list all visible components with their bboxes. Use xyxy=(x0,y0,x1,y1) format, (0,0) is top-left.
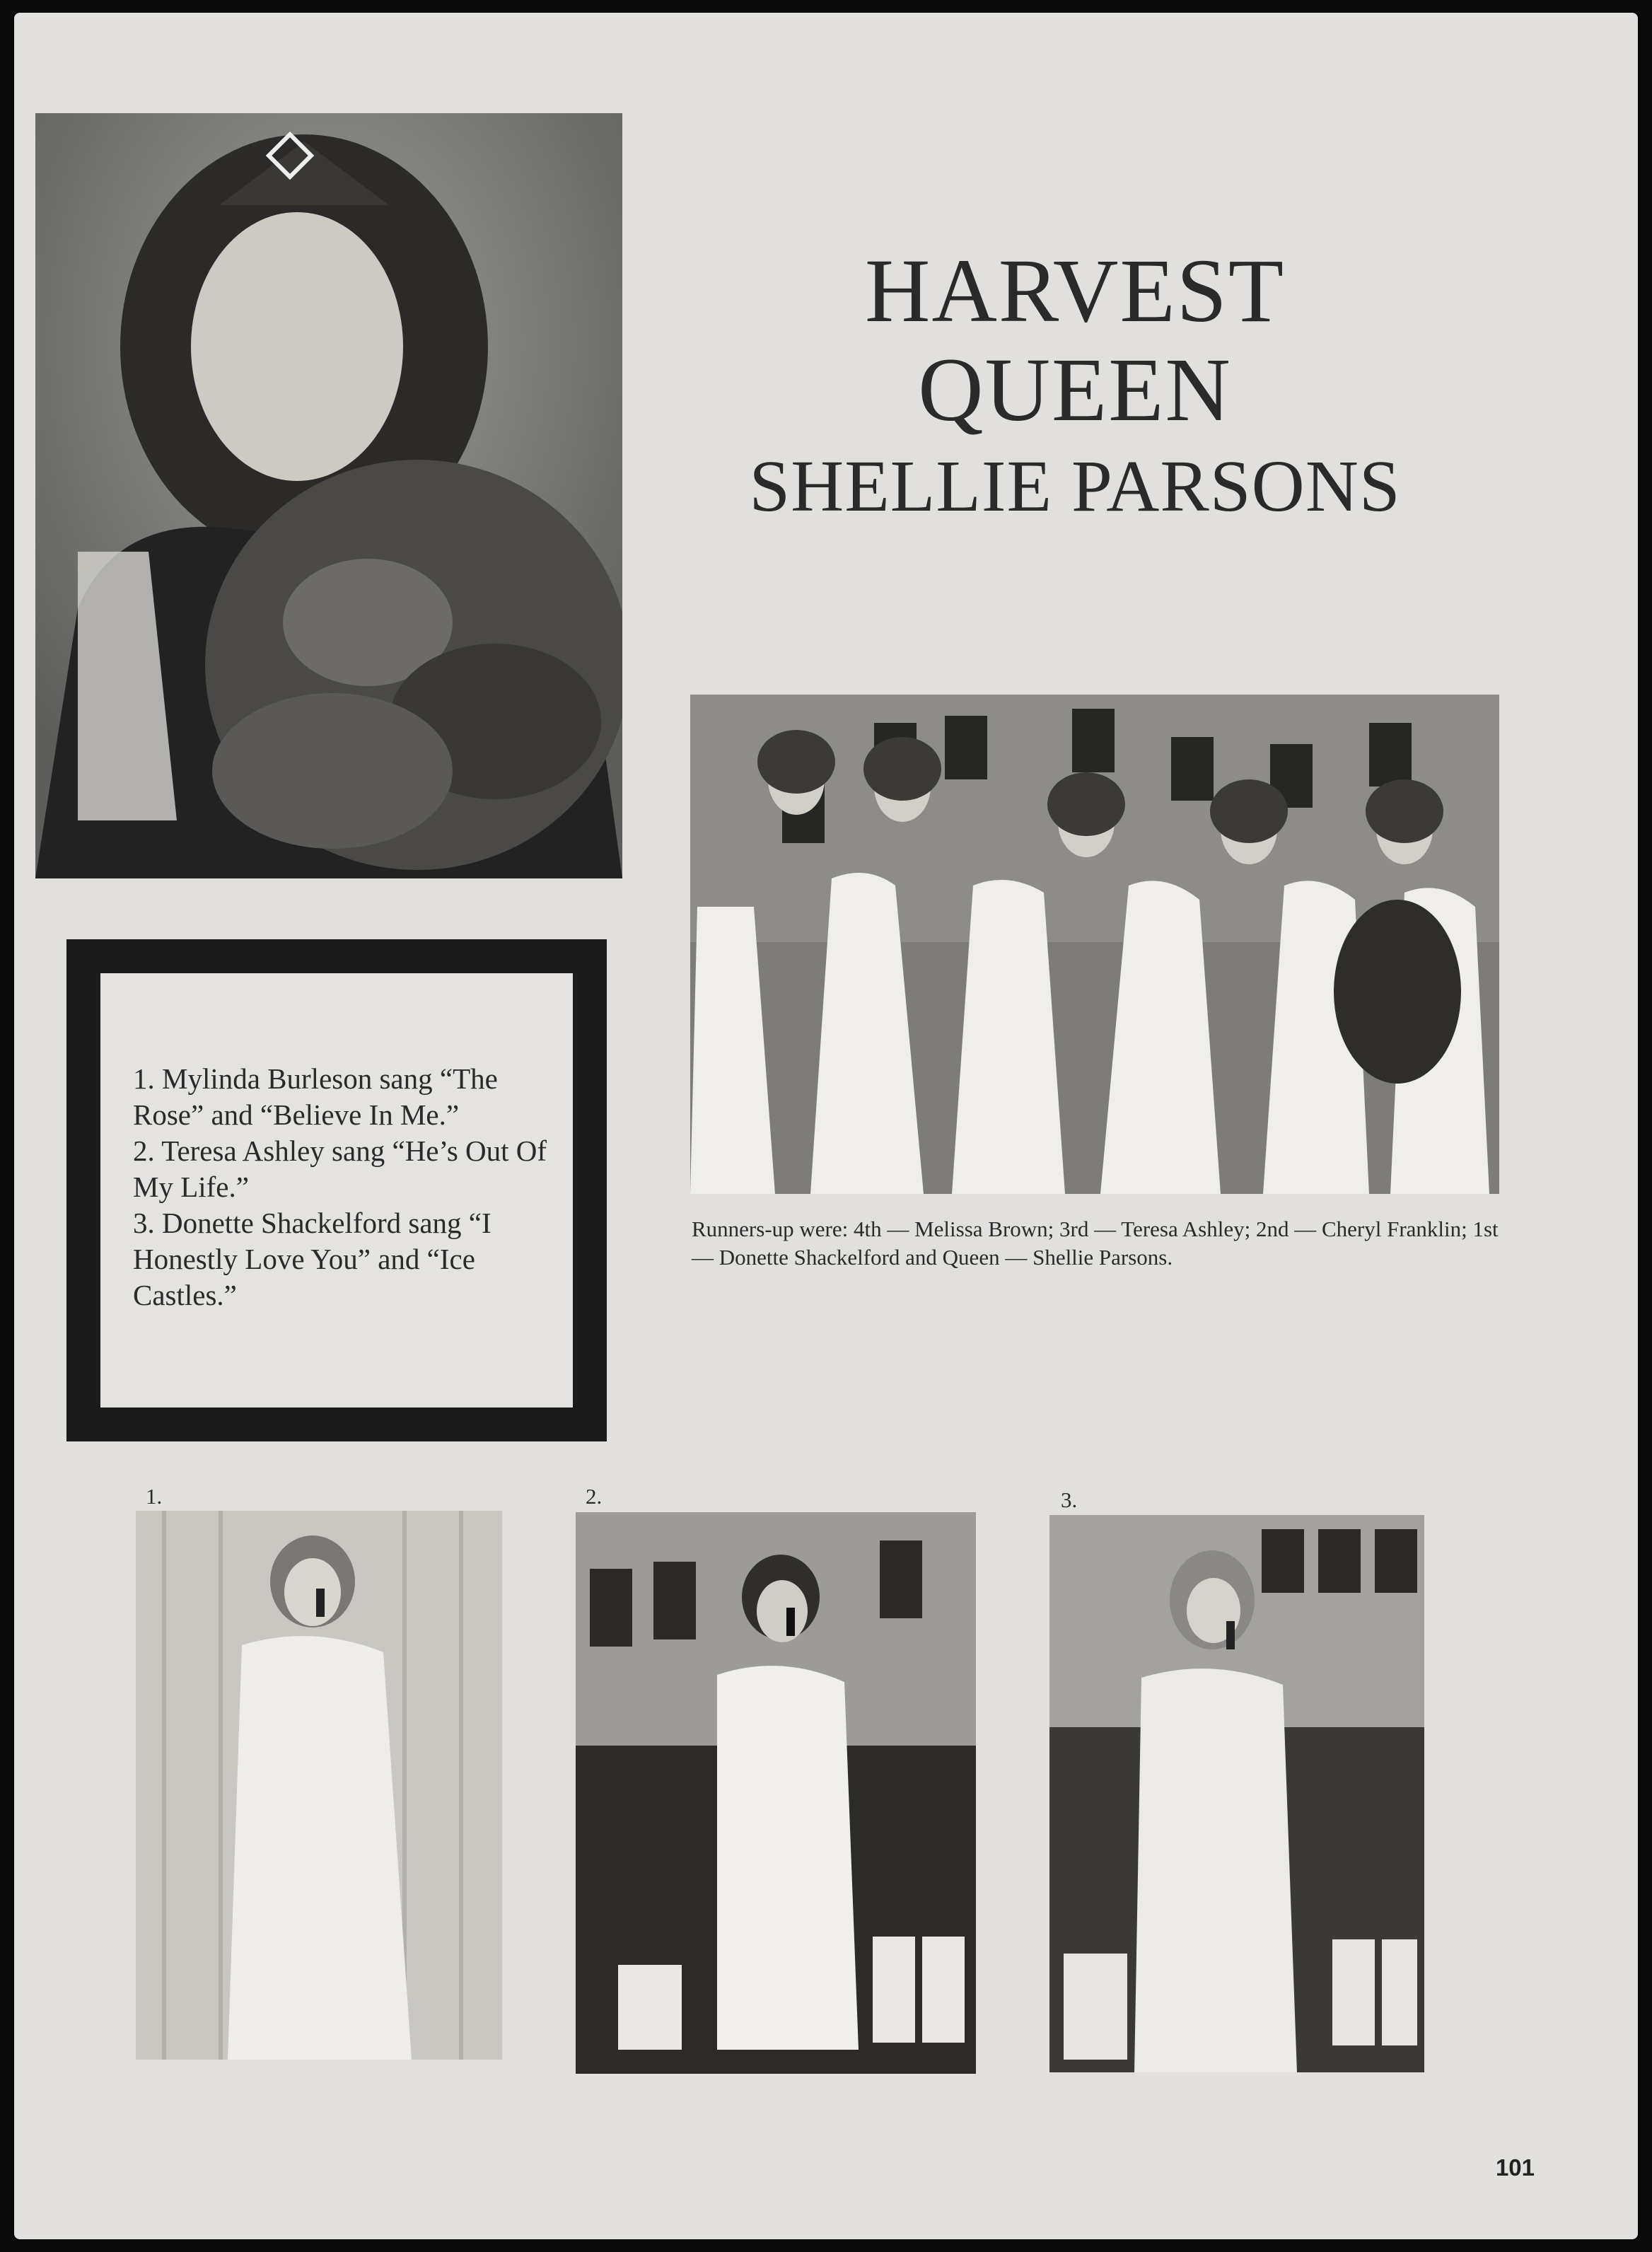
title-queen: QUEEN xyxy=(918,339,1232,440)
title-queen-name: SHELLIE PARSONS xyxy=(749,446,1401,527)
title-harvest: HARVEST xyxy=(865,240,1285,341)
performances-box xyxy=(100,973,573,1408)
title-block xyxy=(693,239,1457,579)
photo-number-3: 3. xyxy=(1061,1487,1078,1512)
singer-photo-2 xyxy=(576,1512,976,2074)
court-group-photo xyxy=(690,695,1499,1194)
performance-item: 1. Mylinda Burleson sang “The Rose” and “Believe In Me.” xyxy=(133,1062,498,1131)
performance-item: 3. Donette Shackelford sang “I Honestly Love You” and “Ice Castles.” xyxy=(133,1207,491,1311)
performance-item: 2. Teresa Ashley sang “He’s Out Of My Life.” xyxy=(133,1134,547,1203)
singer-photo-1 xyxy=(136,1511,502,2060)
page-number: 101 xyxy=(1495,2154,1535,2181)
performances-frame xyxy=(66,939,607,1441)
photo-number-1: 1. xyxy=(146,1484,163,1509)
singer-photo-3 xyxy=(1049,1515,1424,2072)
yearbook-page xyxy=(14,13,1638,2239)
photo-number-2: 2. xyxy=(586,1484,603,1509)
queen-portrait-photo xyxy=(35,113,622,878)
runners-up-caption: Runners-up were: 4th — Melissa Brown; 3rd — Teresa Ashley; 2nd — Cheryl Franklin; 1st — Donette Shackelford and Queen — Shellie Parsons. xyxy=(692,1217,1499,1270)
